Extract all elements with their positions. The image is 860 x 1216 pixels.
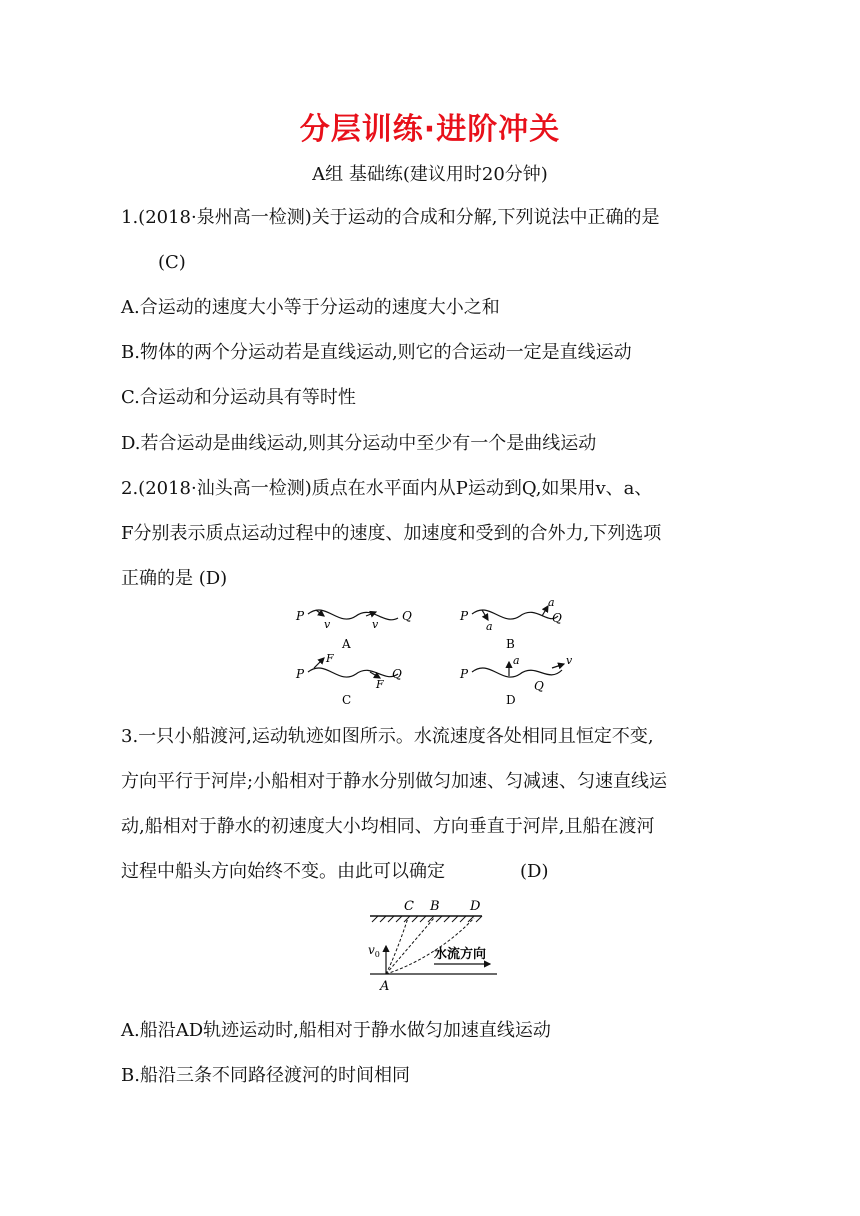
section-subtitle: A组 基础练(建议用时20分钟) <box>312 164 548 185</box>
trajectory-curve <box>472 668 562 677</box>
question-3-stem-line-1: 3.一只小船渡河,运动轨迹如图所示。水流速度各处相同且恒定不变, <box>121 726 654 747</box>
question-1-option-a: A.合运动的速度大小等于分运动的速度大小之和 <box>121 297 500 318</box>
question-3-option-a: A.船沿AD轨迹运动时,船相对于静水做匀加速直线运动 <box>121 1020 551 1041</box>
label-b: B <box>430 899 440 914</box>
question-3-figure <box>362 896 512 996</box>
question-3-stem-line-2: 方向平行于河岸;小船相对于静水分别做匀加速、匀减速、匀速直线运 <box>121 771 668 792</box>
question-1-stem: 1.(2018·泉州高一检测)关于运动的合成和分解,下列说法中正确的是 <box>121 207 660 228</box>
figure-caption: B <box>506 637 515 651</box>
velocity-arrow <box>552 664 564 668</box>
riverbank-hatching <box>372 916 482 922</box>
question-2-figure <box>290 598 580 710</box>
label-q: Q <box>402 609 412 623</box>
trajectory-curve <box>308 610 398 620</box>
label-q: Q <box>392 667 402 681</box>
trajectory-curve <box>308 668 398 677</box>
question-2-stem-line-1: 2.(2018·汕头高一检测)质点在水平面内从P运动到Q,如果用v、a、 <box>121 478 653 499</box>
question-1-option-d: D.若合运动是曲线运动,则其分运动中至少有一个是曲线运动 <box>121 433 597 454</box>
label-q: Q <box>552 611 562 625</box>
label-a: A <box>380 979 390 994</box>
label-v0: $v_0$ <box>368 943 380 959</box>
question-2-stem-line-2: F分别表示质点运动过程中的速度、加速度和受到的合外力,下列选项 <box>121 523 662 544</box>
water-flow-label: 水流方向 <box>434 947 487 962</box>
label-v: v <box>566 654 573 667</box>
question-3-stem-line-3: 动,船相对于静水的初速度大小均相同、方向垂直于河岸,且船在渡河 <box>121 816 655 837</box>
question-2-stem-line-3: 正确的是 (D) <box>121 568 228 589</box>
label-p: P <box>460 667 469 681</box>
path-ab <box>386 918 434 974</box>
force-arrow <box>314 658 324 668</box>
question-1-option-c: C.合运动和分运动具有等时性 <box>121 387 356 408</box>
figure-option-a <box>295 609 412 651</box>
figure-caption: D <box>506 693 516 707</box>
label-p: P <box>460 609 469 623</box>
label-c: C <box>404 899 414 914</box>
question-3-option-b: B.船沿三条不同路径渡河的时间相同 <box>121 1065 410 1086</box>
figure-option-b <box>459 598 562 651</box>
label-d: D <box>470 899 481 914</box>
figure-caption: A <box>342 637 351 651</box>
path-ad <box>386 918 474 974</box>
label-f: F <box>376 678 384 691</box>
label-v: v <box>324 618 331 631</box>
question-3-answer: (D) <box>520 861 549 882</box>
label-a: a <box>513 654 520 667</box>
label-a: a <box>486 620 493 633</box>
path-ac <box>386 918 408 974</box>
figure-option-c <box>295 652 402 707</box>
acceleration-arrow <box>482 610 488 620</box>
figure-caption: C <box>342 693 352 707</box>
label-f: F <box>326 652 334 665</box>
figure-option-d <box>459 654 573 707</box>
question-3-stem-line-4: 过程中船头方向始终不变。由此可以确定 <box>121 861 445 882</box>
label-a: a <box>548 598 555 609</box>
question-1-option-b: B.物体的两个分运动若是直线运动,则它的合运动一定是直线运动 <box>121 342 632 363</box>
label-v: v <box>372 618 379 631</box>
question-1-answer: (C) <box>158 252 186 273</box>
page-title: 分层训练·进阶冲关 <box>299 112 561 147</box>
label-p: P <box>296 667 305 681</box>
label-p: P <box>296 609 305 623</box>
label-q: Q <box>534 679 544 693</box>
